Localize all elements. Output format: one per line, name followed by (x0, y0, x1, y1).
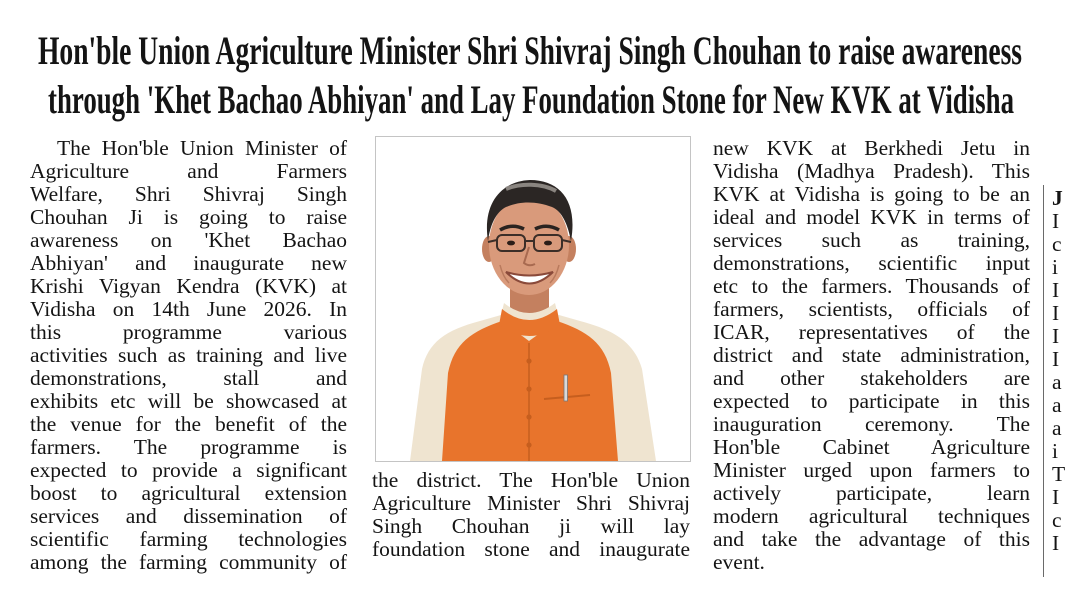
clipped-fragment: I (1052, 485, 1060, 509)
column-1-line: Abhiyan' and inaugurate new (30, 251, 347, 275)
clipped-fragment: J (1052, 186, 1063, 210)
column-3-line: farmers, scientists, officials of (713, 297, 1030, 321)
clipped-fragment: I (1052, 324, 1060, 348)
column-3-line: expected to participate in this (713, 389, 1030, 413)
column-1-line: among the farming community of (30, 550, 347, 574)
clipped-fragment: I (1052, 209, 1060, 233)
column-2-line: Agriculture Minister Shri Shivraj (372, 491, 690, 515)
column-1-line: activities such as training and live (30, 343, 347, 367)
portrait-photo (375, 136, 691, 462)
column-3-line: Minister urged upon farmers to (713, 458, 1030, 482)
clipped-fragment: i (1052, 255, 1058, 279)
column-3-line: services such as training, (713, 228, 1030, 252)
column-divider (1043, 185, 1044, 577)
column-1-line: Vidisha on 14th June 2026. In (30, 297, 347, 321)
column-1-line: The Hon'ble Union Minister of (57, 136, 347, 160)
clipped-fragment: c (1052, 232, 1062, 256)
column-1-line: services and dissemination of (30, 504, 347, 528)
pen (564, 375, 568, 401)
column-1-line: Krishi Vigyan Kendra (KVK) at (30, 274, 347, 298)
column-1-line: scientific farming technologies (30, 527, 347, 551)
column-3-line: Vidisha (Madhya Pradesh). This (713, 159, 1030, 183)
column-3-line: event. (713, 550, 765, 574)
column-3-line: KVK at Vidisha is going to be an (713, 182, 1030, 206)
clipped-fragment: I (1052, 278, 1060, 302)
column-3-line: ICAR, representatives of the (713, 320, 1030, 344)
column-1-line: Welfare, Shri Shivraj Singh (30, 182, 347, 206)
column-1-line: Agriculture and Farmers (30, 159, 347, 183)
column-2-line: foundation stone and inaugurate (372, 537, 690, 561)
article-column-1 (30, 137, 347, 574)
column-1-line: exhibits etc will be showcased at (30, 389, 347, 413)
headline-line-1: Hon'ble Union Agriculture Minister Shri Shivraj Singh Chouhan to raise awareness (38, 28, 1022, 73)
article-column-3 (713, 137, 1030, 574)
column-3-line: actively participate, learn (713, 481, 1030, 505)
column-1-line: demonstrations, stall and (30, 366, 347, 390)
clipped-fragment: I (1052, 301, 1060, 325)
column-3-line: etc to the farmers. Thousands of (713, 274, 1030, 298)
column-3-line: demonstrations, scientific input (713, 251, 1030, 275)
column-1-line: Chouhan Ji is going to raise (30, 205, 347, 229)
column-3-line: ideal and model KVK in terms of (713, 205, 1030, 229)
column-3-line: Hon'ble Cabinet Agriculture (713, 435, 1030, 459)
clipped-fragment: T (1052, 462, 1065, 486)
adjacent-column-clipped (1052, 186, 1065, 555)
column-3-line: and other stakeholders are (713, 366, 1030, 390)
column-1-line: awareness on 'Khet Bachao (30, 228, 347, 252)
column-3-line: district and state administration, (713, 343, 1030, 367)
clipped-fragment: a (1052, 370, 1062, 394)
clipped-fragment: I (1052, 531, 1060, 555)
column-3-line: inauguration ceremony. The (713, 412, 1030, 436)
column-3-line: and take the advantage of this (713, 527, 1030, 551)
clipped-fragment: a (1052, 393, 1062, 417)
column-1-line: boost to agricultural extension (30, 481, 347, 505)
headline-line-2: through 'Khet Bachao Abhiyan' and Lay Foundation Stone for New KVK at Vidisha (48, 77, 1014, 122)
column-2-line: Singh Chouhan ji will lay (372, 514, 690, 538)
column-2-line: the district. The Hon'ble Union (372, 468, 690, 492)
clipped-fragment: i (1052, 439, 1058, 463)
column-1-line: the venue for the benefit of the (30, 412, 347, 436)
clipped-fragment: I (1052, 347, 1060, 371)
clipped-fragment: a (1052, 416, 1062, 440)
headline (0, 0, 1059, 130)
clipped-fragment: c (1052, 508, 1062, 532)
article-column-2 (372, 469, 690, 561)
column-1-line: this programme various (30, 320, 347, 344)
column-3-line: new KVK at Berkhedi Jetu in (713, 136, 1030, 160)
column-1-line: expected to provide a significant (30, 458, 347, 482)
column-3-line: modern agricultural techniques (713, 504, 1030, 528)
portrait-illustration (376, 137, 690, 461)
column-1-line: farmers. The programme is (30, 435, 347, 459)
